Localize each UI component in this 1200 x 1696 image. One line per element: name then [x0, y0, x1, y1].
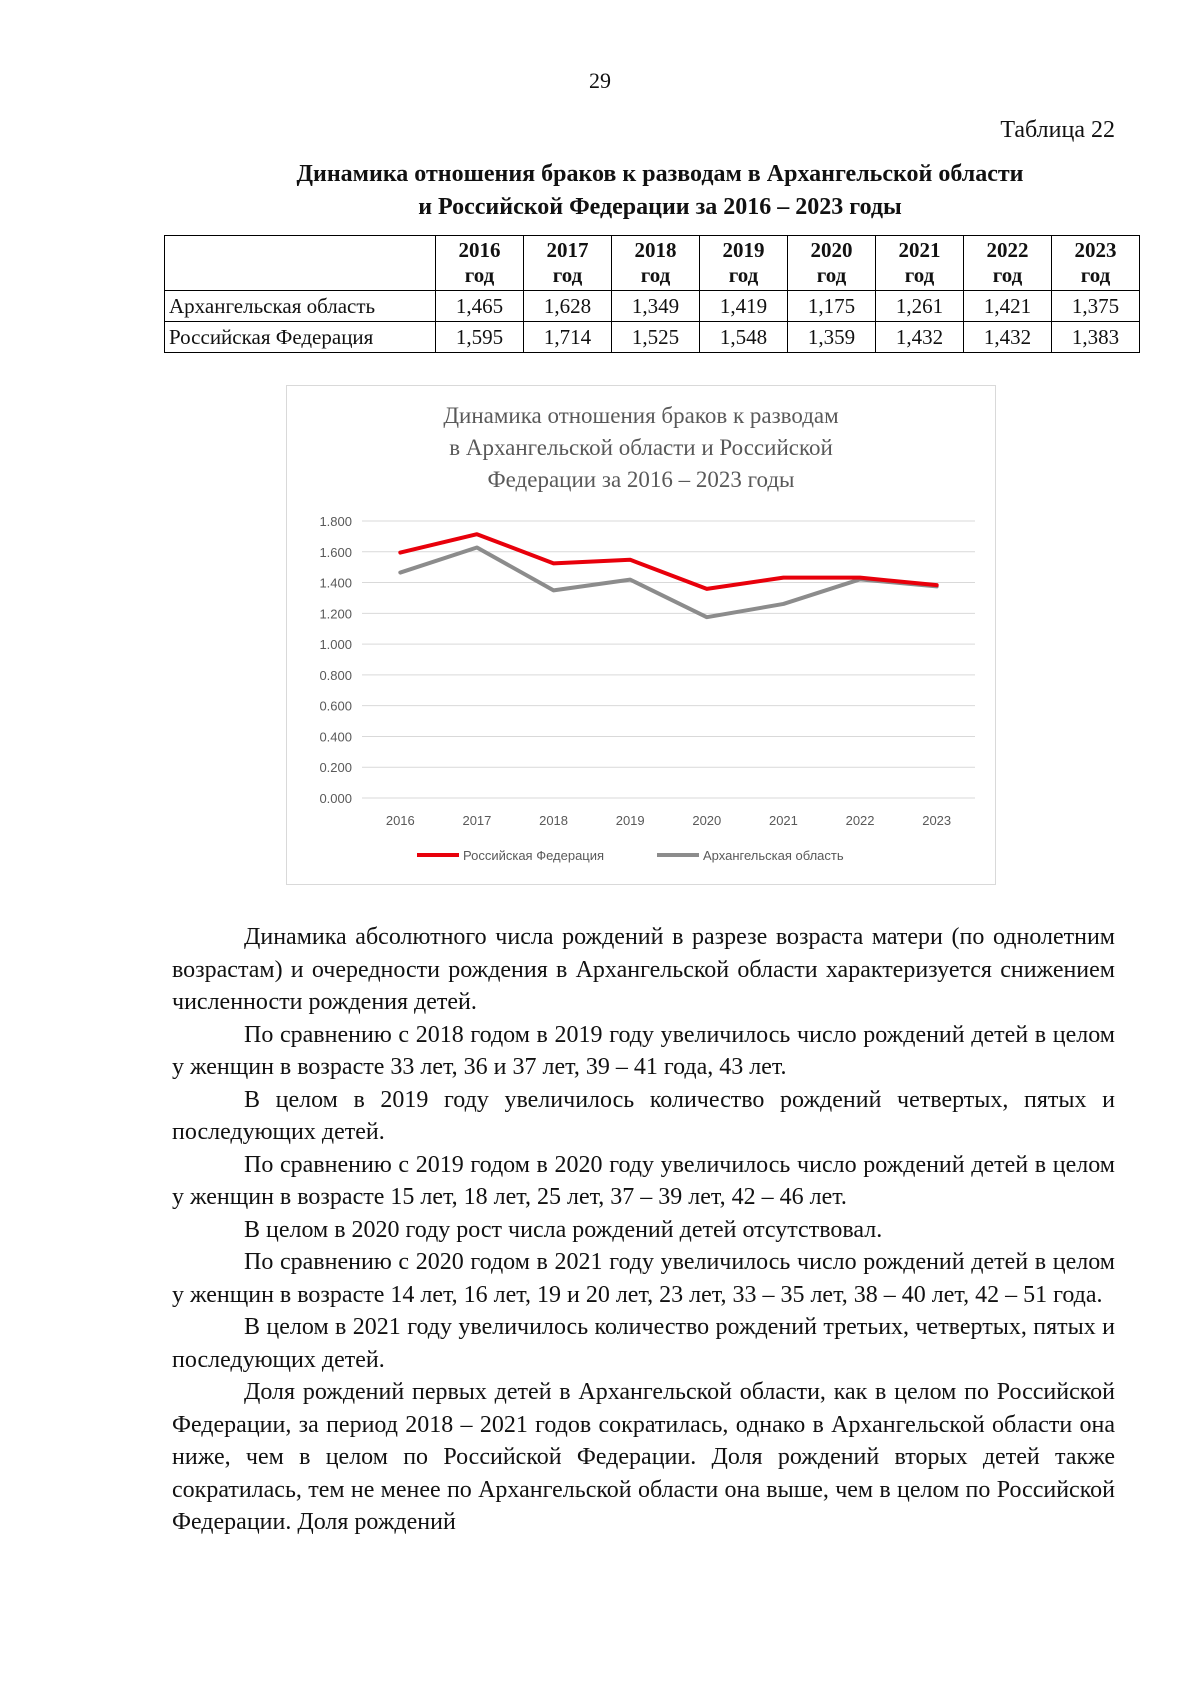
y-tick-label: 0.000 — [319, 791, 352, 806]
chart-title-line: в Архангельской области и Российской — [449, 435, 833, 460]
body-text — [172, 921, 1115, 1539]
year-header: 2017 год — [524, 236, 612, 291]
table-cell: 1,595 — [436, 322, 524, 353]
paragraph: В целом в 2020 году рост числа рождений детей отсутствовал. — [244, 1216, 883, 1243]
table-cell: 1,432 — [964, 322, 1052, 353]
line-chart — [286, 385, 996, 885]
table-cell: 1,419 — [700, 291, 788, 322]
table-row — [165, 291, 1140, 322]
table-cell: 1,465 — [436, 291, 524, 322]
paragraph: По сравнению с 2018 годом в 2019 году увеличилось число рождений детей в целом у женщин в возрасте 33 лет, 36 и 37 лет, 39 – 41 года, 43 лет. — [172, 1021, 1115, 1080]
x-tick-label: 2016 — [385, 813, 415, 828]
x-tick-label: 2018 — [539, 813, 569, 828]
row-label: Архангельская область — [165, 291, 436, 322]
table-cell: 1,383 — [1052, 322, 1140, 353]
paragraph: По сравнению с 2019 годом в 2020 году увеличилось число рождений детей в целом у женщин в возрасте 15 лет, 18 лет, 25 лет, 37 – 39 лет, 42 – 46 лет. — [172, 1151, 1115, 1210]
y-tick-label: 0.200 — [319, 760, 352, 776]
y-tick-label: 0.800 — [319, 667, 352, 683]
table-cell: 1,175 — [788, 291, 876, 322]
x-tick-label: 2021 — [768, 813, 798, 828]
data-table — [164, 235, 1140, 353]
legend-label: Архангельская область — [703, 848, 844, 863]
table-cell: 1,525 — [612, 322, 700, 353]
y-tick-label: 0.600 — [319, 698, 352, 714]
table-corner-cell — [165, 236, 436, 291]
y-tick-label: 1.800 — [319, 514, 352, 529]
y-tick-label: 1.600 — [319, 544, 352, 560]
table-title-line-2: и Российской Федерации за 2016 – 2023 годы — [418, 194, 902, 220]
row-label: Российская Федерация — [165, 322, 436, 353]
table-title-line-1: Динамика отношения браков к разводам в Архангельской области — [296, 161, 1024, 187]
y-tick-label: 1.000 — [319, 637, 352, 653]
year-header: 2022 год — [964, 236, 1052, 291]
table-cell: 1,359 — [788, 322, 876, 353]
paragraph: Динамика абсолютного числа рождений в разрезе возраста матери (по однолетним возрастам) и очередности рождения в Архангельской области характеризуется снижением численности рождения детей. — [172, 924, 1115, 1015]
x-tick-label: 2019 — [615, 813, 645, 828]
year-header: 2018 год — [612, 236, 700, 291]
y-tick-label: 0.400 — [319, 729, 352, 745]
paragraph: Доля рождений первых детей в Архангельской области, как в целом по Российской Федерации, за период 2018 – 2021 годов сократилась, однако в Архангельской области она ниже, чем в целом по Российской Федерации. Доля рождений вторых детей также сократилась, тем не менее по Архангельской области она выше, чем в целом по Российской Федерации. Доля рождений — [172, 1379, 1115, 1535]
table-cell: 1,261 — [876, 291, 964, 322]
paragraph: В целом в 2019 году увеличилось количество рождений четвертых, пятых и последующих детей. — [172, 1086, 1115, 1145]
table-label: Таблица 22 — [1000, 117, 1115, 143]
table-cell: 1,349 — [612, 291, 700, 322]
table-cell: 1,628 — [524, 291, 612, 322]
year-header: 2019 год — [700, 236, 788, 291]
year-header: 2021 год — [876, 236, 964, 291]
table-row — [165, 322, 1140, 353]
page-number: 29 — [589, 68, 611, 93]
year-header: 2016 год — [436, 236, 524, 291]
x-tick-label: 2020 — [692, 813, 722, 828]
table-cell: 1,548 — [700, 322, 788, 353]
chart-title-line: Федерации за 2016 – 2023 годы — [487, 467, 795, 492]
x-tick-label: 2023 — [922, 813, 952, 828]
y-tick-label: 1.200 — [319, 606, 352, 622]
table-title — [160, 158, 1160, 224]
x-tick-label: 2017 — [462, 813, 492, 828]
year-header: 2020 год — [788, 236, 876, 291]
chart-plot — [287, 386, 995, 884]
y-tick-label: 1.400 — [319, 575, 352, 591]
table-header-row — [165, 236, 1140, 291]
table-cell: 1,375 — [1052, 291, 1140, 322]
year-header: 2023 год — [1052, 236, 1140, 291]
table-cell: 1,421 — [964, 291, 1052, 322]
table-cell: 1,714 — [524, 322, 612, 353]
paragraph: По сравнению с 2020 годом в 2021 году увеличилось число рождений детей в целом у женщин в возрасте 14 лет, 16 лет, 19 и 20 лет, 23 лет, 33 – 35 лет, 38 – 40 лет, 42 – 51 года. — [172, 1249, 1115, 1308]
paragraph: В целом в 2021 году увеличилось количество рождений третьих, четвертых, пятых и последующих детей. — [172, 1314, 1115, 1373]
table-cell: 1,432 — [876, 322, 964, 353]
x-tick-label: 2022 — [845, 813, 875, 828]
chart-title-line: Динамика отношения браков к разводам — [443, 403, 839, 428]
legend-label: Российская Федерация — [463, 848, 605, 863]
